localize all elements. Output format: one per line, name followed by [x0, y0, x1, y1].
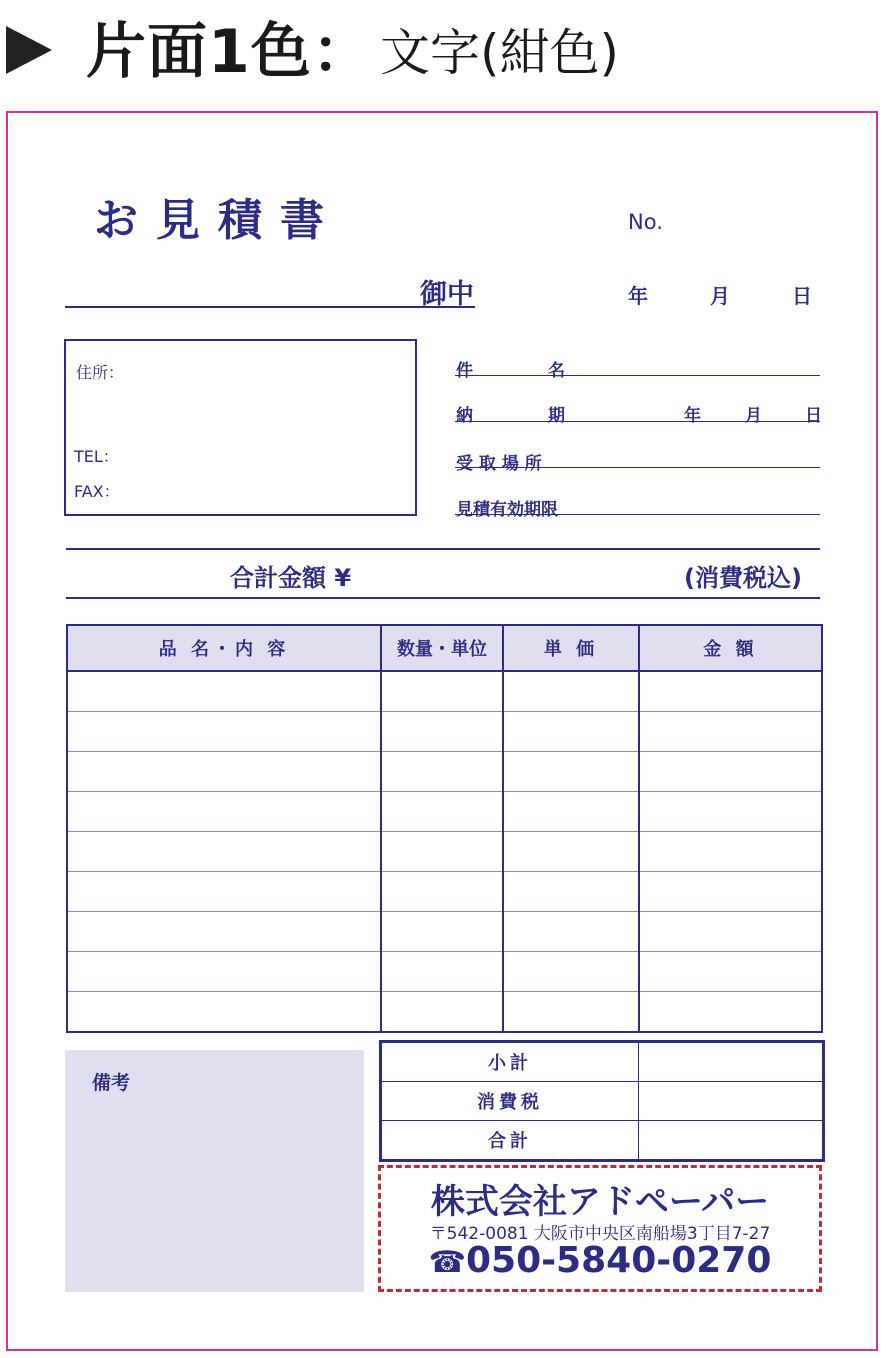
company-name: 株式会社アドペーパー — [430, 1182, 770, 1222]
table-header-row — [67, 625, 822, 671]
header-quantity: 数量・単位 — [381, 625, 503, 671]
grand-total-row — [381, 1121, 824, 1161]
item-cell[interactable] — [67, 792, 381, 832]
delivery-month-label: 月 — [745, 406, 762, 426]
total-bottom-line — [66, 597, 820, 599]
unit-price-cell[interactable] — [503, 752, 639, 792]
place-line — [455, 467, 820, 468]
unit-price-cell[interactable] — [503, 992, 639, 1033]
unit-price-cell[interactable] — [503, 872, 639, 912]
total-amount-label: 合計金額 ¥ — [230, 564, 352, 592]
header-unit-price: 単 価 — [503, 625, 639, 671]
subtotal-value[interactable] — [639, 1042, 824, 1082]
tax-included-note: (消費税込) — [684, 564, 802, 592]
phone-icon: ☎ — [428, 1245, 466, 1280]
table-row — [67, 872, 822, 912]
subject-label-1: 件 — [456, 361, 473, 381]
quantity-cell[interactable] — [381, 912, 503, 952]
subtotal-row — [381, 1042, 824, 1082]
amount-cell[interactable] — [639, 952, 822, 992]
quantity-cell[interactable] — [381, 671, 503, 712]
item-cell[interactable] — [67, 952, 381, 992]
address-label: 住所： — [76, 363, 125, 382]
number-label: No. — [628, 210, 663, 234]
grand-total-value[interactable] — [639, 1121, 824, 1161]
amount-cell[interactable] — [639, 992, 822, 1033]
amount-cell[interactable] — [639, 912, 822, 952]
quantity-cell[interactable] — [381, 992, 503, 1033]
header-item: 品 名・内 容 — [67, 625, 381, 671]
delivery-line — [455, 421, 820, 422]
amount-cell[interactable] — [639, 671, 822, 712]
recipient-line — [65, 306, 475, 308]
table-row — [67, 792, 822, 832]
tel-label: TEL： — [74, 447, 119, 466]
place-label: 受 取 場 所 — [456, 454, 542, 474]
item-cell[interactable] — [67, 872, 381, 912]
company-address: 〒542-0081 大阪市中央区南船場3丁目7-27 — [429, 1224, 771, 1244]
tax-row — [381, 1082, 824, 1121]
item-cell[interactable] — [67, 912, 381, 952]
unit-price-cell[interactable] — [503, 792, 639, 832]
item-cell[interactable] — [67, 832, 381, 872]
date-year-label: 年 — [628, 284, 648, 308]
amount-cell[interactable] — [639, 712, 822, 752]
unit-price-cell[interactable] — [503, 712, 639, 752]
company-phone: 050-5840-0270 — [465, 1240, 772, 1281]
quantity-cell[interactable] — [381, 952, 503, 992]
date-day-label: 日 — [792, 284, 812, 308]
table-row — [67, 992, 822, 1033]
delivery-label-1: 納 — [456, 406, 473, 426]
validity-line — [455, 514, 820, 515]
notes-label: 備考 — [92, 1072, 131, 1094]
play-arrow-icon — [6, 26, 52, 74]
date-month-label: 月 — [710, 284, 730, 308]
delivery-day-label: 日 — [805, 406, 822, 426]
tax-value[interactable] — [639, 1082, 824, 1121]
unit-price-cell[interactable] — [503, 912, 639, 952]
unit-price-cell[interactable] — [503, 832, 639, 872]
subject-line — [455, 375, 820, 376]
table-row — [67, 832, 822, 872]
subject-label-2: 名 — [548, 361, 565, 381]
table-row — [67, 671, 822, 712]
quantity-cell[interactable] — [381, 872, 503, 912]
table-row — [67, 952, 822, 992]
subtotal-label: 小計 — [381, 1042, 639, 1082]
unit-price-cell[interactable] — [503, 671, 639, 712]
items-table — [66, 624, 823, 1033]
summary-table — [379, 1040, 825, 1162]
total-top-line — [66, 548, 820, 550]
amount-cell[interactable] — [639, 872, 822, 912]
quantity-cell[interactable] — [381, 752, 503, 792]
page-subtitle: 文字(紺色) — [380, 24, 620, 82]
fax-label: FAX： — [74, 482, 120, 501]
recipient-suffix: 御中 — [420, 279, 474, 310]
validity-label: 見積有効期限 — [456, 500, 558, 520]
table-row — [67, 752, 822, 792]
delivery-year-label: 年 — [684, 406, 701, 426]
amount-cell[interactable] — [639, 752, 822, 792]
item-cell[interactable] — [67, 752, 381, 792]
amount-cell[interactable] — [639, 832, 822, 872]
grand-total-label: 合計 — [381, 1121, 639, 1161]
table-row — [67, 912, 822, 952]
tax-label: 消費税 — [381, 1082, 639, 1121]
page-title: 片面1色： — [86, 17, 373, 87]
item-cell[interactable] — [67, 992, 381, 1033]
quantity-cell[interactable] — [381, 712, 503, 752]
company-phone-line — [378, 1240, 822, 1281]
document-title: お見積書 — [94, 195, 342, 246]
item-cell[interactable] — [67, 712, 381, 752]
quantity-cell[interactable] — [381, 832, 503, 872]
delivery-label-2: 期 — [548, 406, 565, 426]
quantity-cell[interactable] — [381, 792, 503, 832]
unit-price-cell[interactable] — [503, 952, 639, 992]
table-row — [67, 712, 822, 752]
header-amount: 金 額 — [639, 625, 822, 671]
amount-cell[interactable] — [639, 792, 822, 832]
item-cell[interactable] — [67, 671, 381, 712]
